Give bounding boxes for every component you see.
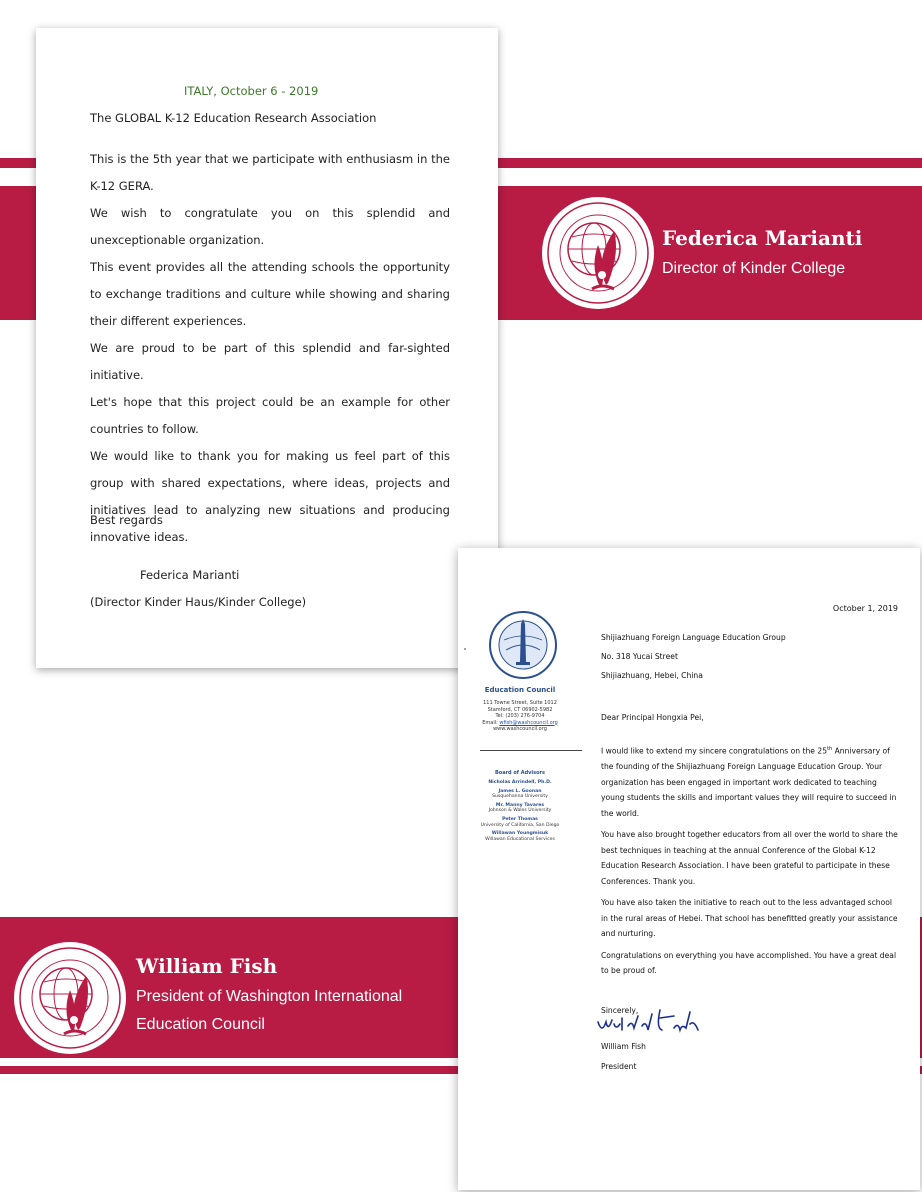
letter2-signer-title: President: [601, 1062, 637, 1071]
letter1-body: [90, 146, 450, 551]
letter1-date: ITALY, October 6 - 2019: [184, 84, 319, 98]
letter2-paragraph: You have also taken the initiative to reach out to the less advantaged school in the rural areas of Hebei. That school has benefitted greatly your assistance and nurturing.: [601, 898, 898, 939]
letter1-role: (Director Kinder Haus/Kinder College): [90, 595, 307, 609]
letter1-paragraph: We would like to thank you for making us feel part of this group with shared expectations, where ideas, projects and initiatives lead to analyzing new situations and producing innovative ideas.: [90, 449, 450, 544]
letter2-closing: Sincerely,: [601, 1006, 639, 1015]
advisor: [458, 831, 582, 842]
advisor: [458, 803, 582, 814]
letter-william-fish: [458, 548, 920, 1190]
advisor-name: James L. Goonan: [498, 788, 542, 794]
handwritten-signature: [594, 1000, 714, 1040]
bottom-badge-title: [136, 983, 402, 1039]
address-line: Stamford, CT 06902-5982: [487, 706, 553, 713]
letter1-paragraph: We wish to congratulate you on this splendid and unexceptionable organization.: [90, 206, 450, 247]
advisor-affiliation: Willawan Educational Services: [485, 836, 555, 842]
k12-emblem-icon: [536, 191, 660, 315]
recipient-address: [601, 628, 786, 685]
board-of-advisors-heading: Board of Advisors: [494, 770, 546, 776]
advisor-affiliation: Susquehanna University: [492, 794, 548, 800]
top-badge-title: Director of Kinder College: [662, 260, 846, 277]
advisor: [458, 789, 582, 800]
top-badge-name: Federica Marianti: [662, 226, 863, 250]
council-name: Education Council: [484, 686, 556, 694]
recipient-line: Shijiazhuang Foreign Language Education Group: [601, 633, 786, 642]
advisor: [458, 817, 582, 828]
recipient-line: Shijiazhuang, Hebei, China: [601, 671, 703, 680]
letter1-regards: Best regards: [90, 513, 163, 527]
letter1-paragraph: This event provides all the attending schools the opportunity to exchange traditions and culture while showing and sharing their different experiences.: [90, 260, 450, 328]
advisor-affiliation: Johnson & Wales University: [488, 808, 552, 814]
recipient-line: No. 318 Yucai Street: [601, 652, 678, 661]
k12-emblem-icon: [8, 936, 132, 1060]
email-link[interactable]: wfish@washcouncil.org: [499, 719, 558, 726]
letter2-body: [601, 742, 901, 985]
advisor-list: [458, 780, 582, 845]
letter2-date: October 1, 2019: [832, 604, 898, 613]
letter1-paragraph: We are proud to be part of this splendid and far-sighted initiative.: [90, 341, 450, 382]
letter2-salutation: Dear Principal Hongxia Pei,: [601, 713, 704, 722]
bottom-badge-name: William Fish: [136, 954, 278, 978]
advisor: [458, 780, 582, 786]
letter2-paragraph: You have also brought together educators from all over the world to share the best techniques in teaching at the annual Conference of the Global K-12 Education Research Association. I have been grateful to participate in these Conferences. Thank you.: [601, 830, 898, 886]
council-address: [458, 700, 582, 733]
advisor-name: Nicholas Arrindell, Ph.D.: [488, 780, 552, 785]
email-label: Email:: [482, 719, 500, 726]
advisor-name: Willawan Youngmisuk: [491, 831, 549, 837]
website-link[interactable]: www.washcouncil.org: [493, 726, 547, 732]
letter2-signer-name: William Fish: [601, 1042, 646, 1051]
letter2-paragraph: Congratulations on everything you have accomplished. You have a great deal to be proud of.: [601, 950, 897, 976]
letter-federica-marianti: [36, 28, 498, 668]
advisor-affiliation: University of California, San Diego: [480, 822, 560, 828]
letter1-paragraph: This is the 5th year that we participate with enthusiasm in the K-12 GERA.: [90, 152, 450, 193]
p1-text-cont: Anniversary of the founding of the Shijiazhuang Foreign Language Education Group. Your organization has been engaged in important work dedicated to teaching young students the skills and important values they will require to succeed in the world.: [601, 746, 897, 818]
letter1-signature-name: Federica Marianti: [140, 568, 240, 582]
p1-text: I would like to extend my sincere congratulations on the 25: [601, 746, 828, 756]
letter1-addressee: The GLOBAL K-12 Education Research Association: [90, 111, 377, 125]
p1-sup: th: [827, 746, 833, 752]
advisor-name: Peter Thomas: [502, 816, 538, 822]
address-line: 111 Towne Street, Suite 1012: [483, 700, 557, 706]
bottom-badge-title-line1: President of Washington International: [136, 988, 403, 1005]
letterhead-divider: [480, 750, 582, 751]
scan-speck: [464, 648, 466, 650]
address-line: Tel: (203) 276-9704: [495, 713, 545, 719]
bottom-badge-title-line2: Education Council: [136, 1016, 265, 1033]
advisor-name: Mr. Manny Tavares: [495, 802, 545, 808]
letter1-paragraph: Let's hope that this project could be an example for other countries to follow.: [90, 395, 450, 436]
council-seal-icon: [488, 610, 558, 680]
letter2-paragraph: [601, 742, 901, 821]
